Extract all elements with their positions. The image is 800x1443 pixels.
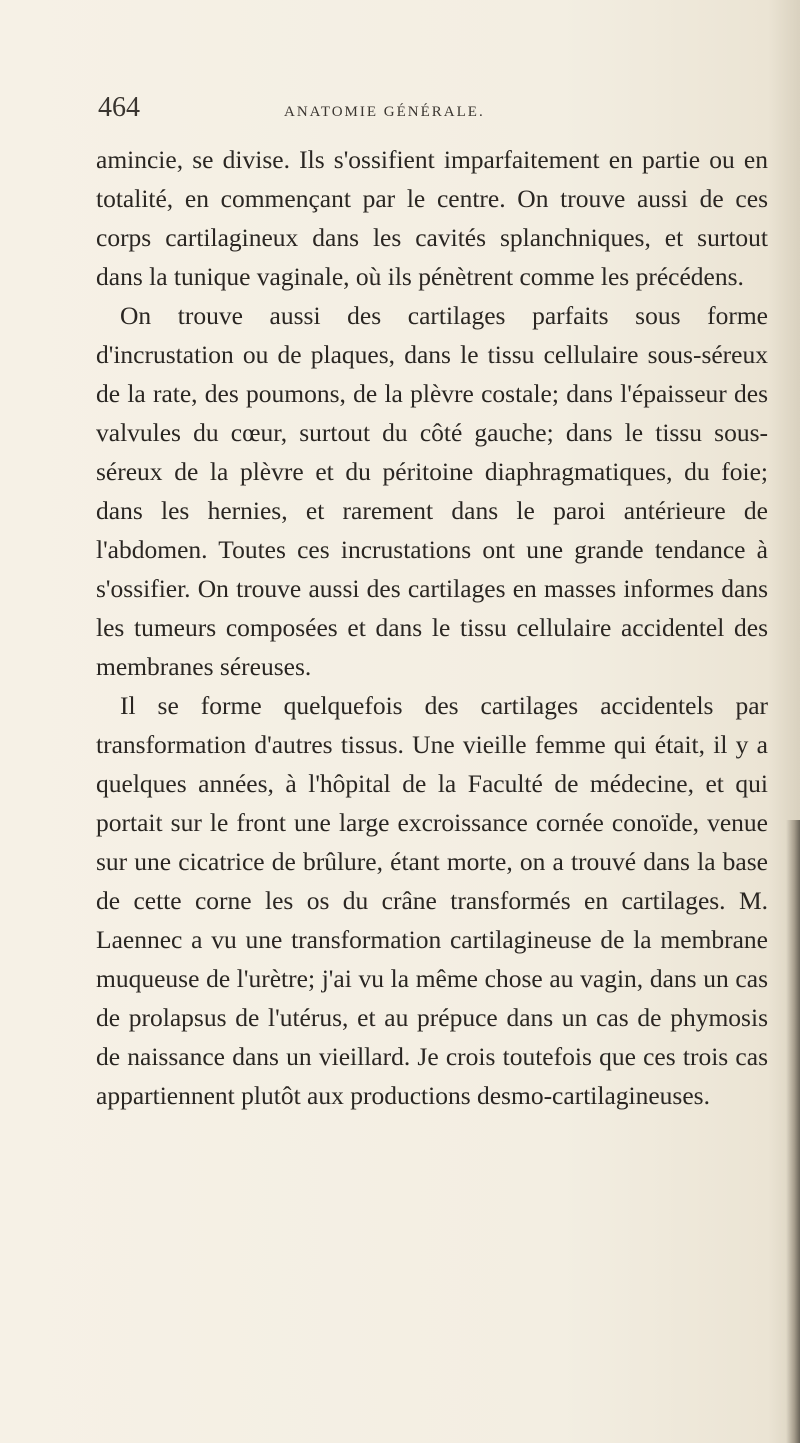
page-number: 464: [98, 92, 140, 123]
body-text: [96, 140, 768, 1115]
page-edge-shadow: [786, 820, 800, 1443]
paragraph-3: Il se forme quelquefois des cartilages accidentels par transformation d'autres tissus. Une vieille femme qui était, il y a quelques années, à l'hôpital de la Faculté de médecine, et qui portait sur le front une large excroissance cornée conoïde, venue sur une cicatrice de brûlure, étant morte, on a trouvé dans la base de cette corne les os du crâne transformés en cartilages. M. Laennec a vu une transformation cartilagineuse de la membrane muqueuse de l'urètre; j'ai vu la même chose au vagin, dans un cas de prolapsus de l'utérus, et au prépuce dans un cas de phymosis de naissance dans un vieillard. Je crois toutefois que ces trois cas appartiennent plutôt aux productions desmo-cartilagineuses.: [96, 691, 768, 1110]
paragraph-2: On trouve aussi des cartilages parfaits sous forme d'incrustation ou de plaques, dans le tissu cellulaire sous-séreux de la rate, des poumons, de la plèvre costale; dans l'épaisseur des valvules du cœur, surtout du côté gauche; dans le tissu sous-séreux de la plèvre et du péritoine diaphragmatiques, du foie; dans les hernies, et rarement dans le paroi antérieure de l'abdomen. Toutes ces incrustations ont une grande tendance à s'ossifier. On trouve aussi des cartilages en masses informes dans les tumeurs composées et dans le tissu cellulaire accidentel des membranes séreuses.: [96, 301, 768, 681]
running-head: ANATOMIE GÉNÉRALE.: [284, 104, 485, 120]
page-header: [98, 92, 738, 128]
paragraph-1: amincie, se divise. Ils s'ossifient imparfaitement en partie ou en totalité, en commençant par le centre. On trouve aussi de ces corps cartilagineux dans les cavités splanchniques, et surtout dans la tunique vaginale, où ils pénètrent comme les précédens.: [96, 145, 768, 291]
